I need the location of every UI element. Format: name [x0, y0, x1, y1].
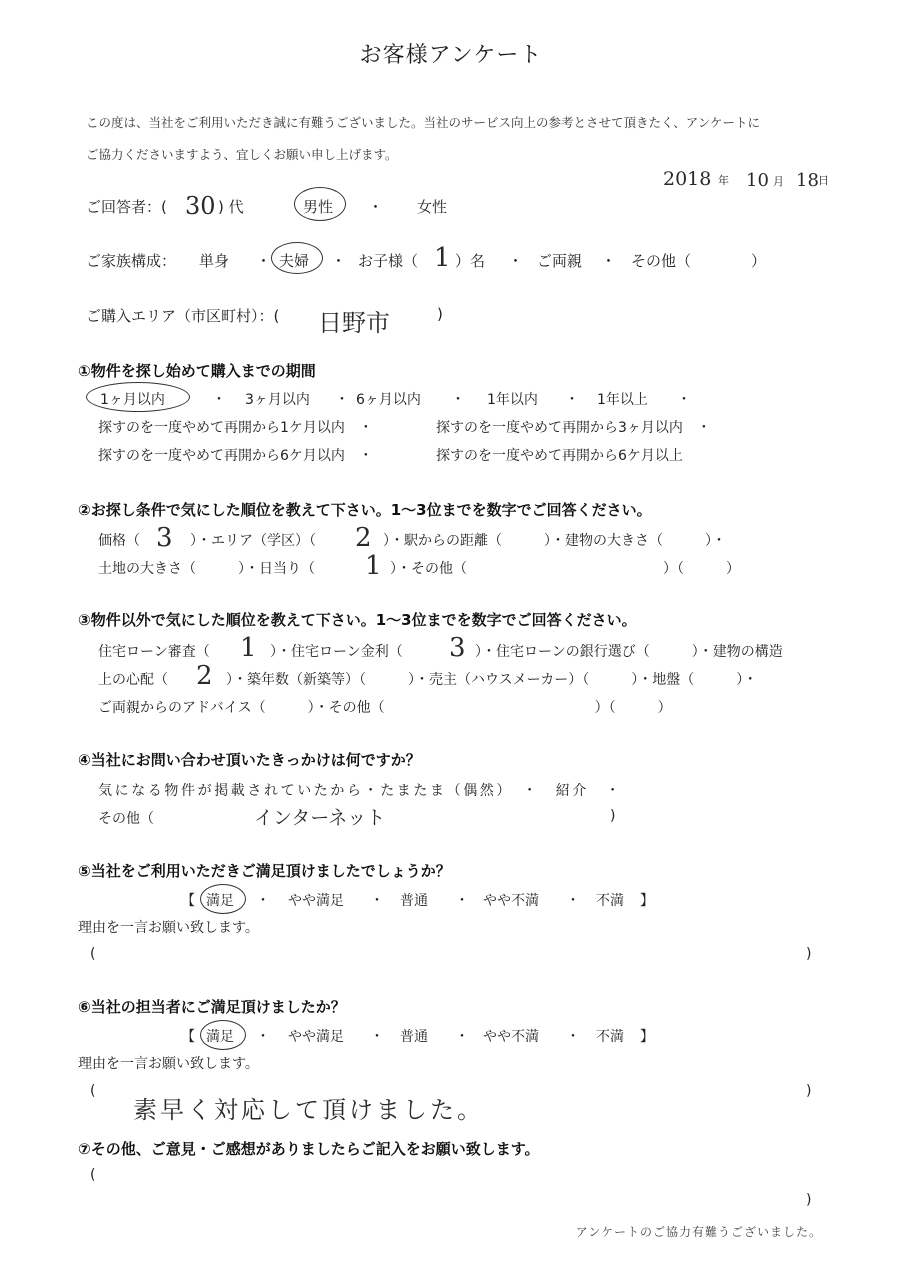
date-day-unit: 日: [818, 174, 829, 187]
q7-open: (: [90, 1167, 96, 1183]
q5-dot: ・: [256, 893, 270, 909]
q1-option[interactable]: 探すのを一度やめて再開から1ケ月以内 ・: [98, 420, 373, 436]
q2-station-size: ）・駅からの距離（ ）・建物の大きさ（ ）・: [383, 533, 726, 549]
q6-reason-open: (: [90, 1083, 96, 1099]
family-dot-2: ・: [331, 252, 347, 270]
q6-dot: ・: [455, 1029, 469, 1045]
respondent-dot: ・: [368, 198, 384, 216]
intro-line-2: ご協力くださいますよう、宜しくお願い申し上げます。: [86, 147, 398, 162]
q1-option[interactable]: 3ヶ月以内: [245, 392, 310, 408]
respondent-age-suffix: ) 代: [218, 198, 244, 216]
date-month-unit: 月: [773, 175, 784, 188]
q6-bracket-close: 】: [640, 1029, 654, 1045]
q4-other-label: その他（: [98, 811, 154, 827]
q6-title: ⑥当社の担当者にご満足頂けましたか？: [78, 998, 346, 1016]
respondent-female[interactable]: 女性: [417, 198, 448, 216]
respondent-age[interactable]: 30: [185, 192, 216, 220]
footer-thanks: アンケートのご協力有難うございました。: [575, 1225, 822, 1239]
q1-title: ①物件を探し始めて購入までの期間: [78, 362, 316, 380]
q1-option[interactable]: 1年以内: [487, 392, 538, 408]
q5-title: ⑤当社をご利用いただきご満足頂けましたでしょうか？: [78, 862, 451, 880]
family-dot-1: ・: [256, 252, 272, 270]
q5-option[interactable]: 不満: [596, 893, 624, 909]
q5-option[interactable]: 普通: [400, 893, 428, 909]
q2-price-value[interactable]: 3: [156, 523, 173, 553]
q5-dot: ・: [370, 893, 384, 909]
q6-reason-label: 理由を一言お願い致します。: [78, 1056, 259, 1072]
q5-reason-close: ): [806, 946, 812, 962]
q2-area-label: ）・エリア（学区）（: [190, 533, 316, 549]
q7-title: ⑦その他、ご意見・ご感想がありましたらご記入をお願い致します。: [78, 1140, 540, 1158]
q2-other: ）・その他（ ）（ ）: [390, 561, 740, 577]
family-other[interactable]: その他（ ）: [631, 252, 767, 270]
q6-dot: ・: [566, 1029, 580, 1045]
q4-other-value[interactable]: インターネット: [254, 807, 386, 829]
date-day: 18: [796, 170, 819, 191]
q6-bracket-open: 【: [181, 1029, 195, 1045]
q6-option[interactable]: やや不満: [483, 1029, 539, 1045]
q3-concern-label: 上の心配（: [98, 672, 168, 688]
q3-loan-review-label: 住宅ローン審査（: [98, 644, 210, 660]
q6-option[interactable]: 普通: [400, 1029, 428, 1045]
family-single[interactable]: 単身: [199, 252, 230, 270]
respondent-male[interactable]: 男性: [303, 198, 334, 216]
date-month: 10: [746, 170, 769, 191]
q5-reason-open: (: [90, 946, 96, 962]
q3-concern-value[interactable]: 2: [196, 661, 213, 691]
q6-option[interactable]: やや満足: [288, 1029, 344, 1045]
q6-dot: ・: [370, 1029, 384, 1045]
q6-option[interactable]: 不満: [596, 1029, 624, 1045]
q2-land-label: 土地の大きさ（ ）・日当り（: [98, 561, 315, 577]
q6-option[interactable]: 満足: [206, 1029, 234, 1045]
q3-advice: ご両親からのアドバイス（ ）・その他（ ）（ ）: [98, 700, 672, 716]
q2-title: ②お探し条件で気にした順位を教えて下さい。1～3位までを数字でご回答ください。: [78, 501, 652, 519]
q7-close: ): [806, 1192, 812, 1208]
q1-option[interactable]: 探すのを一度やめて再開から6ケ月以内 ・: [98, 448, 373, 464]
q5-reason-label: 理由を一言お願い致します。: [78, 920, 259, 936]
q3-loan-rate-label: ）・住宅ローン金利（: [270, 644, 403, 660]
q5-option[interactable]: 満足: [206, 893, 234, 909]
q5-option[interactable]: やや不満: [483, 893, 539, 909]
q5-dot: ・: [566, 893, 580, 909]
q1-dot: ・: [212, 392, 226, 408]
q2-price-label: 価格（: [98, 533, 140, 549]
date-year-unit: 年: [718, 174, 729, 187]
family-parents[interactable]: ご両親: [537, 252, 583, 270]
q2-sun-value[interactable]: 1: [365, 551, 382, 581]
family-dot-4: ・: [601, 252, 617, 270]
q5-dot: ・: [455, 893, 469, 909]
q5-bracket-open: 【: [181, 893, 195, 909]
q3-title: ③物件以外で気にした順位を教えて下さい。1～3位までを数字でご回答ください。: [78, 611, 637, 629]
family-children: お子様（: [358, 252, 419, 270]
q1-option[interactable]: 探すのを一度やめて再開から3ヶ月以内 ・: [436, 420, 711, 436]
family-dot-3: ・: [508, 252, 524, 270]
q6-dot: ・: [256, 1029, 270, 1045]
area-value[interactable]: 日野市: [318, 309, 390, 337]
family-label: ご家族構成：: [86, 252, 177, 270]
intro-line-1: この度は、当社をご利用いただき誠に有難うございました。当社のサービス向上の参考とさせて頂きたく、アンケートに: [86, 115, 761, 130]
q3-age-etc: ）・築年数（新築等）（ ）・売主（ハウスメーカー）（ ）・地盤（ ）・: [226, 672, 758, 688]
q1-dot: ・: [451, 392, 465, 408]
q1-dot: ・: [677, 392, 691, 408]
q4-other-close: ): [610, 808, 616, 824]
q5-bracket-close: 】: [640, 893, 654, 909]
q3-loan-rate-value[interactable]: 3: [449, 633, 466, 663]
area-label: ご購入エリア（市区町村）：(: [86, 307, 280, 325]
q5-option[interactable]: やや満足: [288, 893, 344, 909]
q4-options[interactable]: 気になる物件が掲載されていたから・たまたま（偶然） ・ 紹介 ・: [98, 783, 623, 799]
q6-reason-close: ): [806, 1083, 812, 1099]
q2-area-value[interactable]: 2: [355, 523, 372, 553]
q3-loan-review-value[interactable]: 1: [240, 633, 257, 663]
family-couple[interactable]: 夫婦: [279, 252, 310, 270]
q3-loan-bank: ）・住宅ローンの銀行選び（ ）・建物の構造: [475, 644, 783, 660]
q1-option[interactable]: 6ヶ月以内: [356, 392, 421, 408]
q1-option[interactable]: 1ヶ月以内: [100, 392, 165, 408]
family-children-count[interactable]: 1: [434, 243, 451, 273]
q1-dot: ・: [565, 392, 579, 408]
q1-dot: ・: [335, 392, 349, 408]
respondent-label: ご回答者：(: [86, 198, 167, 216]
q1-option[interactable]: 1年以上: [597, 392, 648, 408]
q1-option[interactable]: 探すのを一度やめて再開から6ケ月以上: [436, 448, 683, 464]
q4-title: ④当社にお問い合わせ頂いたきっかけは何ですか？: [78, 751, 421, 769]
area-close: ): [437, 305, 443, 323]
page-title: お客様アンケート: [359, 43, 543, 68]
date-year: 2018: [663, 168, 712, 190]
family-children-suffix: ）名: [455, 252, 486, 270]
q6-reason-answer[interactable]: 素早く対応して頂けました。: [133, 1096, 484, 1124]
